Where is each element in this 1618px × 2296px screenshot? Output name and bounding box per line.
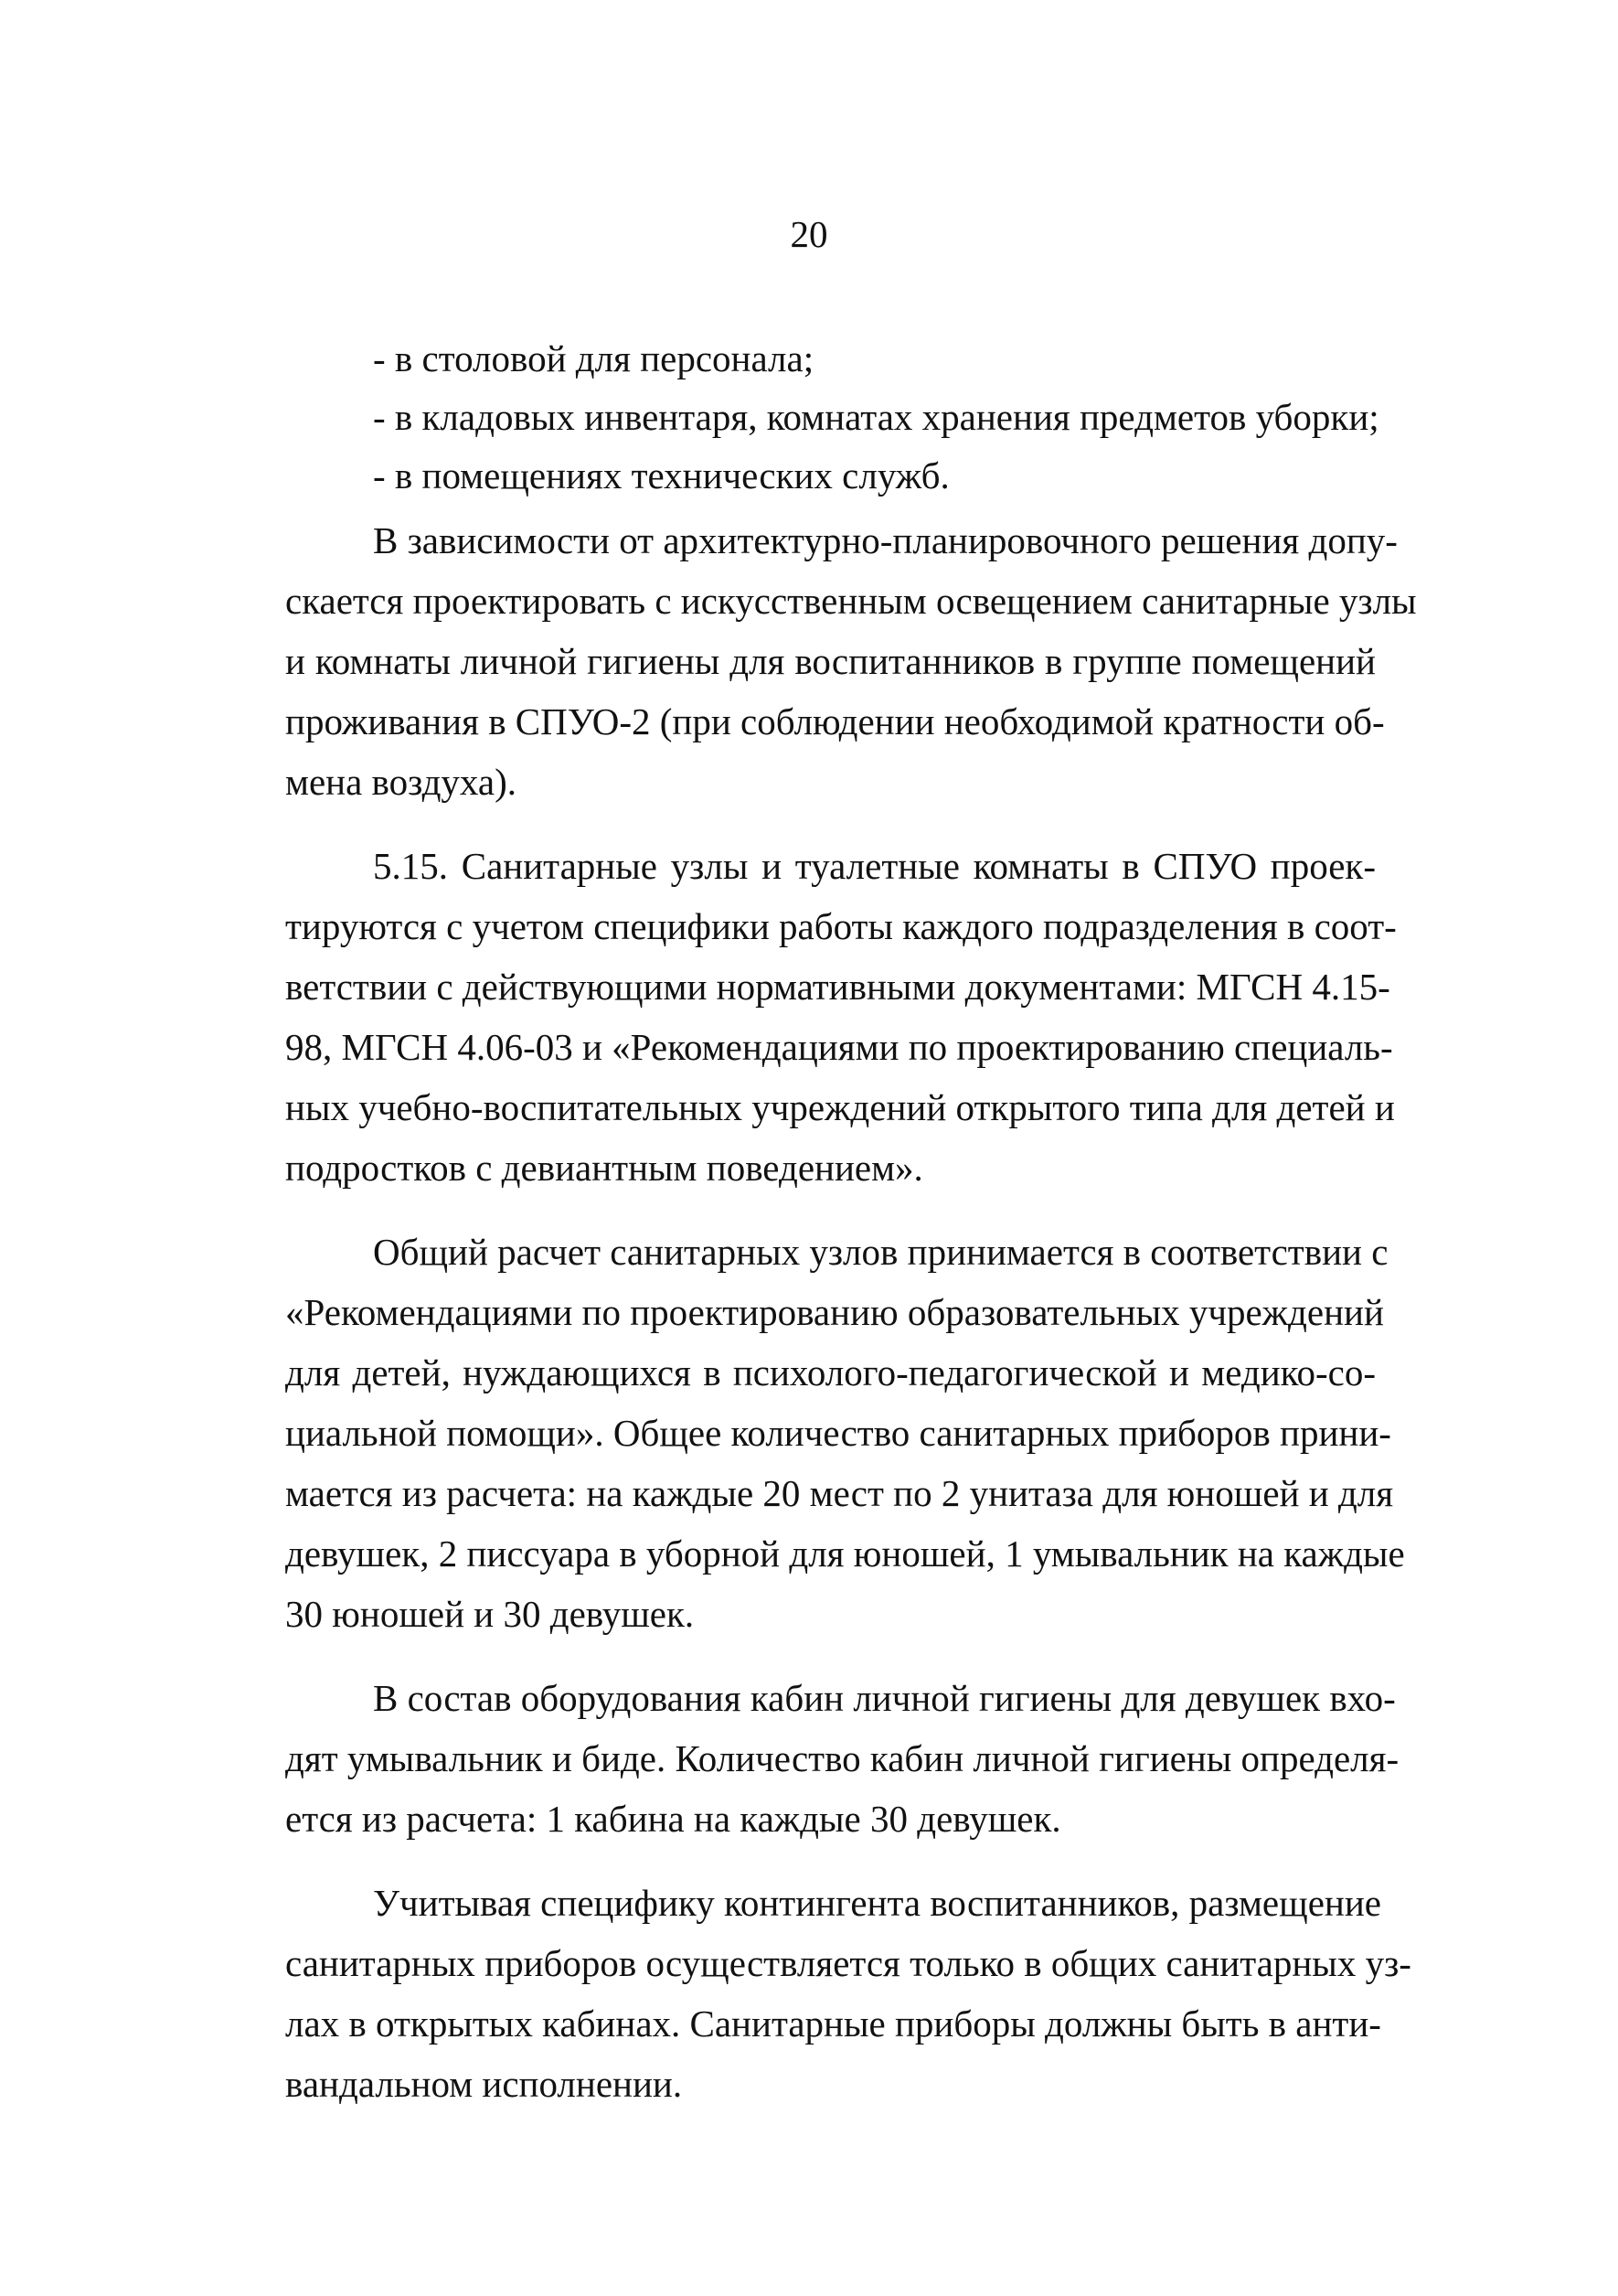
text-line: дят умывальник и биде. Количество кабин личной гигиены определя- [285, 1737, 1400, 1779]
text-line: тируются с учетом специфики работы каждого подразделения в соот- [285, 905, 1397, 947]
text-line: мается из расчета: на каждые 20 мест по 2 унитаза для юношей и для [285, 1472, 1394, 1514]
paragraph-architectural-solution [285, 510, 1417, 812]
page-number: 20 [790, 213, 828, 255]
paragraph-section-5-15 [285, 836, 1397, 1198]
bullet-item: - в кладовых инвентаря, комнатах хранения предметов уборки; [373, 396, 1379, 438]
bullet-list [373, 329, 1378, 505]
text-line: Учитывая специфику контингента воспитанников, размещение [373, 1882, 1381, 1924]
text-line: девушек, 2 писсуара в уборной для юношей, 1 умывальник на каждые [285, 1532, 1405, 1575]
text-line: ных учебно-воспитательных учреждений открытого типа для детей и [285, 1086, 1395, 1128]
text-line: лах в открытых кабинах. Санитарные приборы должны быть в анти- [285, 2002, 1381, 2045]
body-text [285, 510, 1417, 2138]
bullet-item: - в помещениях технических служб. [373, 454, 950, 497]
text-line: Общий расчет санитарных узлов принимается в соответствии с [373, 1231, 1389, 1273]
text-line: В состав оборудования кабин личной гигиены для девушек вхо- [373, 1677, 1396, 1719]
text-line: и комнаты личной гигиены для воспитанников в группе помещений [285, 640, 1376, 682]
paragraph-hygiene-cabins [285, 1668, 1400, 1849]
paragraph-sanitary-calculation [285, 1222, 1405, 1644]
text-line: для детей, нуждающихся в психолого-педагогической и медико-со- [285, 1351, 1376, 1394]
text-line: циальной помощи». Общее количество санитарных приборов прини- [285, 1412, 1391, 1454]
paragraph-anti-vandal [285, 1873, 1411, 2114]
text-line: 5.15. Санитарные узлы и туалетные комнаты в СПУО проек- [373, 845, 1376, 887]
text-line: скается проектировать с искусственным освещением санитарные узлы [285, 580, 1417, 622]
text-line: подростков с девиантным поведением». [285, 1147, 923, 1189]
text-line: ветствии с действующими нормативными документами: МГСН 4.15- [285, 966, 1390, 1008]
text-line: вандальном исполнении. [285, 2063, 683, 2105]
text-line: 98, МГСН 4.06-03 и «Рекомендациями по проектированию специаль- [285, 1026, 1393, 1068]
text-line: мена воздуха). [285, 761, 516, 803]
text-line: проживания в СПУО-2 (при соблюдении необходимой кратности об- [285, 700, 1385, 742]
text-line: 30 юношей и 30 девушек. [285, 1593, 695, 1635]
text-line: В зависимости от архитектурно-планировочного решения допу- [373, 519, 1398, 561]
text-line: санитарных приборов осуществляется только в общих санитарных уз- [285, 1942, 1411, 1984]
bullet-item: - в столовой для персонала; [373, 337, 814, 379]
text-line: «Рекомендациями по проектированию образовательных учреждений [285, 1291, 1384, 1333]
text-line: ется из расчета: 1 кабина на каждые 30 девушек. [285, 1798, 1061, 1840]
